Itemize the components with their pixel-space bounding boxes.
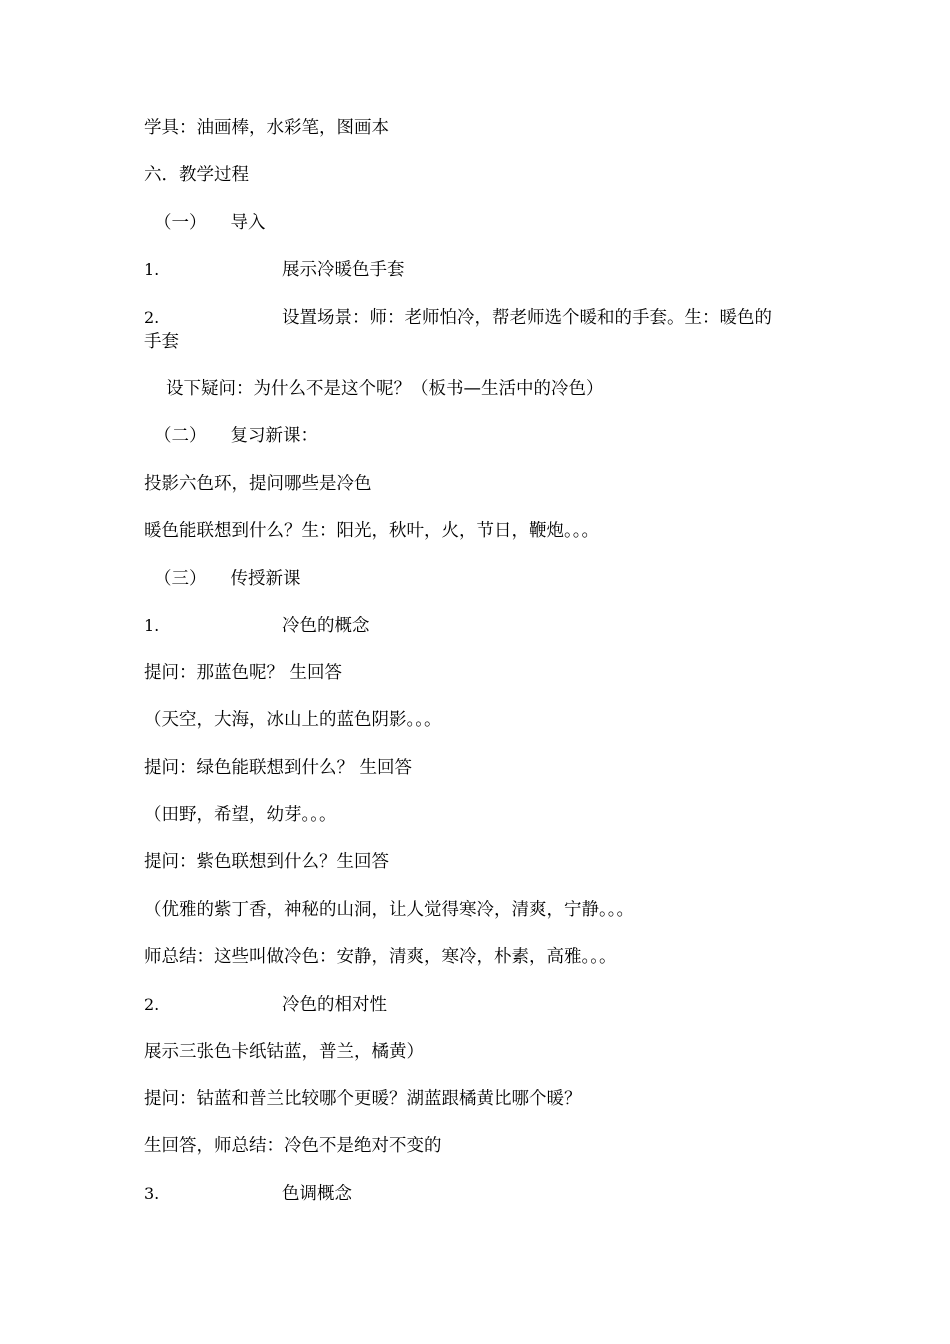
subsection-title: 传授新课 xyxy=(230,569,301,589)
list-item xyxy=(144,993,159,1017)
list-number: 2. xyxy=(144,308,160,327)
paragraph: 提问：那蓝色呢？ 生回答 xyxy=(144,663,343,683)
paragraph: （优雅的紫丁香，神秘的山洞，让人觉得寒冷，清爽，宁静。。。 xyxy=(144,900,634,920)
paragraph: （田野，希望，幼芽。。。 xyxy=(144,805,337,825)
paragraph: 提问：钴蓝和普兰比较哪个更暖？湖蓝跟橘黄比哪个暖？ xyxy=(144,1089,582,1109)
paragraph: 暖色能联想到什么？生：阳光，秋叶，火，节日，鞭炮。。。 xyxy=(144,521,599,541)
list-item-text: 冷色的相对性 xyxy=(282,995,387,1015)
paragraph: 展示三张色卡纸钴蓝，普兰，橘黄） xyxy=(144,1042,424,1062)
subsection-number: （一） xyxy=(154,213,207,233)
subsection-new-lesson xyxy=(144,567,301,591)
list-item-text: 展示冷暖色手套 xyxy=(282,260,405,280)
list-number: 2. xyxy=(144,995,160,1014)
list-number: 1. xyxy=(144,260,160,279)
paragraph: 生回答，师总结：冷色不是绝对不变的 xyxy=(144,1136,442,1156)
paragraph: 投影六色环，提问哪些是冷色 xyxy=(144,474,372,494)
list-item-continuation: 手套 xyxy=(144,332,179,352)
list-item xyxy=(144,614,159,638)
list-item xyxy=(144,306,159,330)
subsection-intro xyxy=(144,211,266,235)
list-item-text: 设置场景：师：老师怕冷，帮老师选个暖和的手套。生：暖色的 xyxy=(282,308,772,328)
paragraph: （天空，大海，冰山上的蓝色阴影。。。 xyxy=(144,710,442,730)
list-number: 3. xyxy=(144,1184,160,1203)
subsection-title: 复习新课： xyxy=(230,426,318,446)
supplies-line: 学具：油画棒，水彩笔，图画本 xyxy=(144,118,389,138)
list-item-text: 色调概念 xyxy=(282,1184,352,1204)
list-item-text: 冷色的概念 xyxy=(282,616,370,636)
paragraph: 师总结：这些叫做冷色：安静，清爽，寒冷，朴素，高雅。。。 xyxy=(144,947,617,967)
list-item xyxy=(144,1182,159,1206)
subsection-number: （二） xyxy=(154,426,207,446)
section-heading-teaching-process: 六．教学过程 xyxy=(144,165,249,185)
subsection-review xyxy=(144,424,318,448)
paragraph: 提问：绿色能联想到什么？ 生回答 xyxy=(144,758,413,778)
paragraph-question: 设下疑问：为什么不是这个呢？（板书—生活中的冷色） xyxy=(166,379,604,399)
subsection-number: （三） xyxy=(154,569,207,589)
subsection-title: 导入 xyxy=(230,213,266,233)
paragraph: 提问：紫色联想到什么？生回答 xyxy=(144,852,389,872)
list-item xyxy=(144,258,159,282)
list-number: 1. xyxy=(144,616,160,635)
